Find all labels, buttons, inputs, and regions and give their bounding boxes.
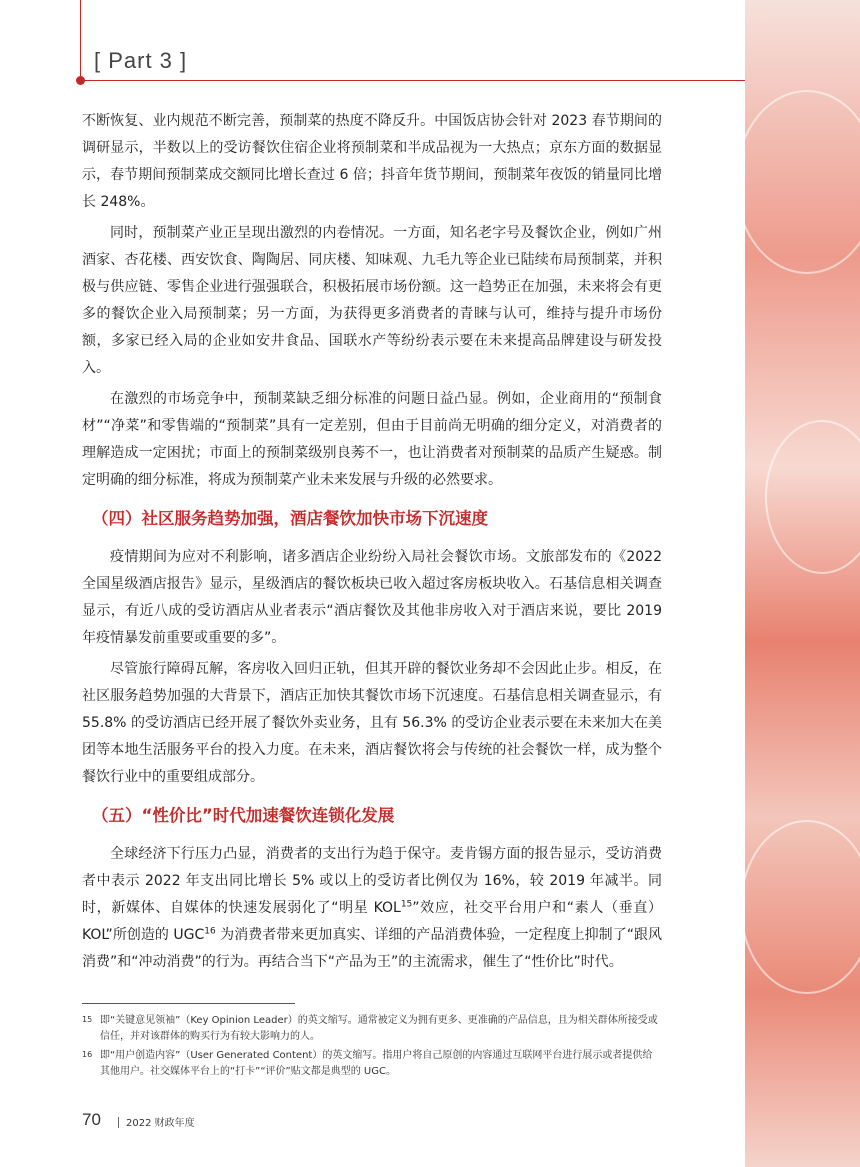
section-heading-5: （五）“性价比”时代加速餐饮连锁化发展 [92,806,395,825]
footnote [82,1048,662,1080]
footnote-text: 即“关键意见领袖”（Key Opinion Leader）的英文缩写。通常被定义为拥有更多、更准确的产品信息，且为相关群体所接受或信任，并对该群体的购买行为有较大影响力的人。 [100,1015,658,1042]
paragraph: 尽管旅行障碍瓦解，客房收入回归正轨，但其开辟的餐饮业务却不会因此止步。相反，在社区服务趋势加强的大背景下，酒店正加快其餐饮市场下沉速度。石基信息相关调查显示，有 55.8% 的受访酒店已经开展了餐饮外卖业务，且有 56.3% 的受访企业表示要在未来加大在美团等本地生活服务平台的投入力度。在未来，酒店餐饮将会与传统的社会餐饮一样，成为整个餐饮行业中的重要组成部分。 [82,661,662,785]
paragraph-text: 为消费者带来更加真实、详细的产品消费体验，一定程度上抑制了“跟风消费”和“冲动消费”的行为。再结合当下“产品为王”的主流需求，催生了“性价比”时代。 [82,927,662,970]
footer-separator [118,1117,119,1128]
header-horizontal-rule [80,80,745,81]
footer-label: 2022 财政年度 [126,1118,195,1129]
paragraph: 不断恢复、业内规范不断完善，预制菜的热度不降反升。中国饭店协会针对 2023 春节期间的调研显示，半数以上的受访餐饮住宿企业将预制菜和半成品视为一大热点；京东方面的数据显示，春节期间预制菜成交额同比增长查过 6 倍；抖音年货节期间，预制菜年夜饭的销量同比增长 248%。 [82,113,662,210]
paragraph: 在激烈的市场竞争中，预制菜缺乏细分标准的问题日益凸显。例如，企业商用的“预制食材”“净菜”和零售端的“预制菜”具有一定差别，但由于目前尚无明确的细分定义，对消费者的理解造成一定困扰；市面上的预制菜级别良莠不一，也让消费者对预制菜的品质产生疑惑。制定明确的细分标准，将成为预制菜产业未来发展与升级的必然要求。 [82,391,662,488]
paragraph-text: 全球经济下行压力凸显，消费者的支出行为趋于保守。麦肯锡方面的报告显示，受访消费者中表示 2022 年支出同比增长 5% 或以上的受访者比例仅为 16%，较 2019 年减半。同时，新媒体、自媒体的快速发展弱化了“明星 KOL [82,846,662,916]
footnote-number: 15 [82,1015,93,1024]
paragraph [82,841,662,976]
part-label: [ Part 3 ] [94,48,188,73]
page-number: 70 [82,1110,101,1129]
paragraph: 疫情期间为应对不利影响，诸多酒店企业纷纷入局社会餐饮市场。文旅部发布的《2022 全国星级酒店报告》显示，星级酒店的餐饮板块已收入超过客房板块收入。石基信息相关调查显示，有近八成的受访酒店从业者表示“酒店餐饮及其他非房收入对于酒店来说，要比 2019 年疫情暴发前重要或重要的多”。 [82,549,662,646]
article-body [82,108,662,976]
header-vertical-rule [80,0,81,80]
footnote-number: 16 [82,1050,93,1059]
section-heading-4: （四）社区服务趋势加强，酒店餐饮加快市场下沉速度 [92,509,488,528]
footnote [82,1013,662,1045]
footnote-text: 即“用户创造内容”（User Generated Content）的英文缩写。指用户将自己原创的内容通过互联网平台进行展示或者提供给其他用户。社交媒体平台上的“打卡”“评价”贴文都是典型的 UGC。 [100,1050,653,1077]
decorative-sidebar-image [745,0,860,1167]
paragraph: 同时，预制菜产业正呈现出激烈的内卷情况。一方面，知名老字号及餐饮企业，例如广州酒家、杏花楼、西安饮食、陶陶居、同庆楼、知味观、九毛九等企业已陆续布局预制菜，并积极与供应链、零售企业进行强强联合，积极拓展市场份额。这一趋势正在加强，未来将会有更多的餐饮企业入局预制菜；另一方面，为获得更多消费者的青睐与认可，维持与提升市场份额，多家已经入局的企业如安井食品、国联水产等纷纷表示要在未来提高品牌建设与研发投入。 [82,225,662,376]
footnote-ref-15[interactable]: 15 [400,899,413,910]
footnote-ref-16[interactable]: 16 [204,926,216,937]
footnotes [82,1013,662,1083]
header-rule-dot [76,76,85,85]
paragraph-text: ”效应，社交平台用户和“素人（垂直）KOL”所创造的 UGC [82,900,662,943]
footnote-rule [82,1003,295,1004]
